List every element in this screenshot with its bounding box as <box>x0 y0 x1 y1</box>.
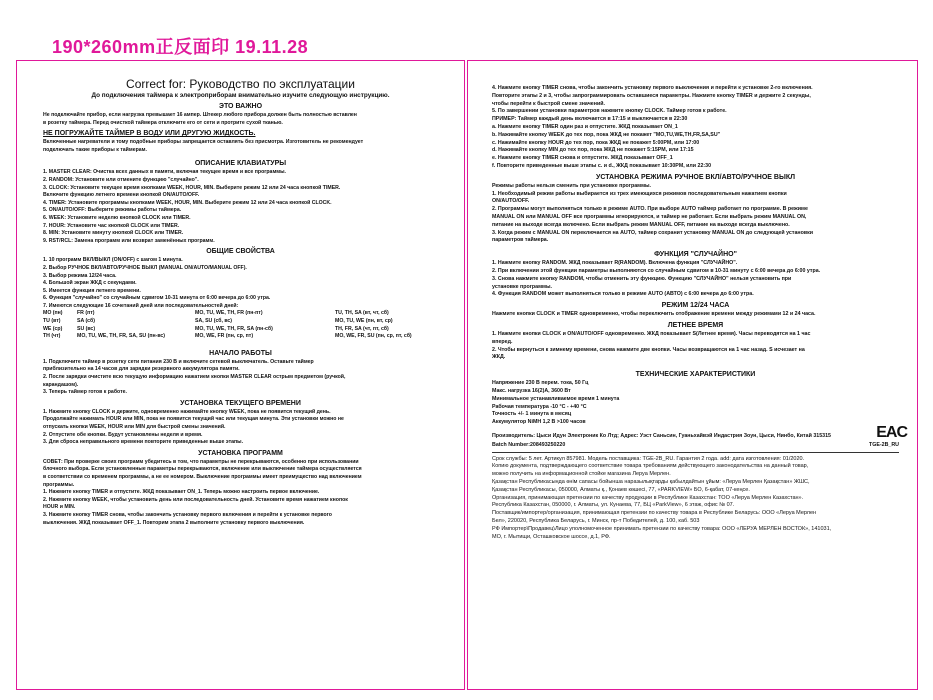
reg-line: Қазақстан Республикасы, 050000, Алматы қ., Қонаев көшесі, 77, «PARKVIEW» БО, 6-қабат, 07-кеңсе. <box>492 486 750 493</box>
list-item: питание на выходе всегда включено. Если выбрать режим MANUAL OFF, питание на выходе всегда выключено. <box>492 221 790 228</box>
left-page <box>16 60 465 690</box>
list-item: 3. Для сброса неправильного времени повторите приведенные выше этапы. <box>43 439 244 446</box>
start-list <box>43 359 438 397</box>
list-item: Включите функцию летнего времени кнопкой ON/AUTO/OFF. <box>43 192 200 199</box>
list-item: 5. Имеется функция летнего времени. <box>43 287 141 294</box>
spec-item: Точность +/- 1 минута в месяц <box>492 411 572 418</box>
list-item: 2. Выбор РУЧНОЕ ВКЛ/АВТО/РУЧНОЕ ВЫКЛ (MANUAL ON/AUTO/MANUAL OFF). <box>43 264 247 271</box>
list-item: HOUR и MIN. <box>43 504 76 511</box>
reg-line: можно получить на информационной стойке магазина Леруа Мерлен. <box>492 471 671 478</box>
reg-line: МО, г. Мытищи, Осташковское шоссе, д.1, РФ. <box>492 533 611 540</box>
day-cell: TH, FR, SA (чт, пт, сб) <box>335 325 389 332</box>
list-item: установке программы. <box>492 283 552 290</box>
mode-text: Нажмите кнопки CLOCK и TIMER одновременно, чтобы переключить отображение времени между режимами 12 и 24 часа. <box>492 311 816 318</box>
days-table <box>43 310 438 340</box>
reg-line: Копию документа, подтверждающего соответствие товара требованиям действующего законодательства на данный товар, <box>492 463 809 470</box>
manual-mode-list <box>492 183 899 245</box>
list-item: блочного выбора. Если установленные параметры перекрываются, включение или выключение таймера осуществляется <box>43 466 362 473</box>
spec-item: Рабочая температура -10 °C - +40 °C <box>492 403 587 410</box>
list-item: 3. Теперь таймер готов к работе. <box>43 389 127 396</box>
mode-heading: РЕЖИМ 12/24 ЧАСА <box>661 302 730 310</box>
day-cell: SU (вс) <box>77 325 96 332</box>
list-item: 6. Функция "случайно" со случайным сдвигом 10-31 минута от 6:00 вечера до 6:00 утра. <box>43 295 271 302</box>
list-item: Продолжайте нажимать HOUR или MIN, пока не появится текущий час или текущая минута. Эти установки можно не <box>43 416 344 423</box>
spec-list <box>492 380 899 427</box>
list-item: 1. Необходимый режим работы выбирается из трех имеющихся режимов последовательным нажатием кнопки <box>492 190 787 197</box>
list-item: 8. MIN: Установите минуту кнопкой CLOCK или TIMER. <box>43 230 184 237</box>
list-item: 1. Нажмите кнопку TIMER и отпустите. ЖКД показывает ON_1. Теперь можно настроить первое включение. <box>43 489 320 496</box>
list-item: 4. Нажмите кнопку TIMER снова, чтобы закончить установку первого выключения и перейти к установке 2-го включения. <box>492 85 813 91</box>
important-line: Не подключайте прибор, если нагрузка превышает 16 ампер. Штекер любого прибора должен быть полностью вставлен <box>43 112 357 118</box>
day-cell: SA (сб) <box>77 318 95 325</box>
list-item: 9. RST/RCL: Замена программ или возврат заменённых программ. <box>43 237 215 244</box>
list-item: d. Нажимайте кнопку MIN до тех пор, пока ЖКД не покажет 5:15PM, или 17:15 <box>492 147 694 154</box>
list-item: 1. Подключите таймер в розетку сети питания 230 В и включите сетевой выключатель. Оставьте таймер <box>43 358 314 365</box>
list-item: 2. Чтобы вернуться к зимнему времени, снова нажмите две кнопки. Часы возвращаются на 1 час назад. S исчезает на <box>492 346 805 353</box>
list-item: 7. Имеются следующие 16 сочетаний дней или последовательностей дней: <box>43 302 239 309</box>
keys-list <box>43 169 438 245</box>
list-item: ПРИМЕР: Таймер каждый день включается в 17:15 и выключается в 22:30 <box>492 116 688 123</box>
list-item: 1. MASTER CLEAR: Очистка всех данных в памяти, включая текущее время и все программы. <box>43 169 286 176</box>
list-item: 3. Снова нажмите кнопку RANDOM, чтобы отменить эту функцию. Функцию "СЛУЧАЙНО" нельзя установить при <box>492 275 792 282</box>
important-heading: ЭТО ВАЖНО <box>218 103 263 110</box>
list-item: 5. По завершении установки параметров нажмите кнопку CLOCK. Таймер готов к работе. <box>492 108 727 115</box>
day-cell: МО (пн) <box>43 310 63 317</box>
summer-list <box>492 331 899 362</box>
keys-heading: ОПИСАНИЕ КЛАВИАТУРЫ <box>194 160 287 168</box>
important-line: в розетку таймера. Перед очисткой таймера отключите его от сети и протрите сухой тканью. <box>43 119 283 126</box>
list-item: программы. <box>43 481 75 488</box>
list-item: e. Нажмите кнопку TIMER снова и отпустите. ЖКД показывает OFF_1 <box>492 155 673 162</box>
spec-item: Аккумулятор NiMH 1,2 В >100 часов <box>492 419 586 426</box>
start-heading: НАЧАЛО РАБОТЫ <box>209 349 272 357</box>
prog-heading: УСТАНОВКА ПРОГРАММ <box>198 449 283 457</box>
model-number: TGE-2B_RU <box>868 441 899 448</box>
day-cell: MO, TU, WE, TH, FR, SA (пн-сб) <box>195 325 273 332</box>
prog-list <box>43 459 438 527</box>
list-item: ON/AUTO/OFF. <box>492 198 530 205</box>
day-cell: MO, TU, WE (пн, вт, ср) <box>335 318 393 325</box>
list-item: СОВЕТ: При проверке своих программ убедитесь в том, что параметры не перекрываются, особенно при использовании <box>43 458 359 465</box>
divider <box>492 452 899 453</box>
list-item: 1. Нажмите кнопку CLOCK и держите, одновременно нажимайте кнопку WEEK, пока не появится текущий день. <box>43 408 331 415</box>
warning-line: Включенные нагреватели и тому подобные приборы запрещается оставлять без присмотра. Изготовитель не рекомендует <box>43 139 364 146</box>
list-item: 4. TIMER: Установите программы кнопками WEEK, HOUR, MIN. Выберите режим 12 или 24 часа кнопкой CLOCK. <box>43 199 332 206</box>
list-item: 2. После зарядки очистите всю текущую информацию нажатием кнопки MASTER CLEAR острым предметом (ручкой, <box>43 374 346 381</box>
manual-subtitle: До подключения таймера к электроприборам внимательно изучите следующую инструкцию. <box>91 92 390 99</box>
list-item: в соответствии со временем программы, а не ее номером. Выключение программы имеет преимущество над включением <box>43 473 362 480</box>
list-item: 1. Нажмите кнопки CLOCK и ON/AUTO/OFF одновременно. ЖКД показывает S(Летнее время). Часы переводятся на 1 час <box>492 330 811 337</box>
list-item: c. Нажимайте кнопку HOUR до тех пор, пока ЖКД не покажет 5:00PM, или 17:00 <box>492 139 700 146</box>
reg-line: Қазақстан Республикасында өнім сапасы бойынша наразылықтарды қабылдайтын ұйым: «Леруа Мерлен Қазақстан» ЖШС, <box>492 479 810 486</box>
props-heading: ОБЩИЕ СВОЙСТВА <box>206 248 275 256</box>
reg-line: Бел», 220020, Республика Беларусь, г. Минск, пр-т Победителей, д. 100, каб. 503 <box>492 518 700 525</box>
list-item: ЖКД. <box>492 354 506 361</box>
water-warning: НЕ ПОГРУЖАЙТЕ ТАЙМЕР В ВОДУ ИЛИ ДРУГУЮ ЖИДКОСТЬ. <box>43 130 256 138</box>
list-item: 3. Выбор режима 12/24 часа. <box>43 272 117 279</box>
props-list <box>43 257 438 310</box>
day-cell: MO, TU, WE, TH, FR (пн-пт) <box>195 310 263 317</box>
day-cell: TH (чт) <box>43 333 61 340</box>
list-item: параметров таймера. <box>492 237 549 244</box>
warning-line: подключать такие приборы к таймерам. <box>43 146 147 153</box>
list-item: 3. Нажмите кнопку TIMER снова, чтобы закончить установку первого включения и перейти к установке первого <box>43 511 332 518</box>
day-cell: MO, WE, FR (пн, ср, пт) <box>195 333 254 340</box>
day-cell: WE (ср) <box>43 325 63 332</box>
list-item: карандашом). <box>43 381 79 388</box>
list-item: 4. Большой экран ЖКД с секундами. <box>43 280 137 287</box>
list-item: 1. 10 программ ВКЛ/ВЫКЛ (ON/OFF) с шагом 1 минута. <box>43 257 183 264</box>
random-list <box>492 260 899 299</box>
list-item: отпускать кнопки WEEK, HOUR или MIN для быстрой смены значений. <box>43 424 226 430</box>
day-cell: FR (пт) <box>77 310 95 317</box>
day-cell: TU (вт) <box>43 318 61 325</box>
reg-line: Республика Казахстан, 050000, г. Алматы, ул. Кунаева, 77, БЦ «ParkView», 6 этаж, офис № 07. <box>492 502 735 509</box>
prog-continued-list <box>492 85 899 171</box>
eac-mark: EAC <box>876 424 907 441</box>
spec-heading: ТЕХНИЧЕСКИЕ ХАРАКТЕРИСТИКИ <box>635 371 756 379</box>
spec-item: Макс. нагрузка 16(2)А, 3600 Вт <box>492 387 571 394</box>
list-item: 7. HOUR: Установите час кнопкой CLOCK или TIMER. <box>43 222 180 229</box>
day-cell: TU, TH, SA (вт, чт, сб) <box>335 310 389 317</box>
batch-row <box>492 441 899 449</box>
list-item: b. Нажимайте кнопку WEEK до тех пор, пока ЖКД не покажет "MO,TU,WE,TH,FR,SA,SU" <box>492 131 721 138</box>
list-item: 3. Когда режим с MANUAL ON переключается на AUTO, таймер сохранит установку MANUAL ON до следующей установки <box>492 229 814 236</box>
list-item: приблизительно на 14 часов для зарядки резервного аккумулятора памяти. <box>43 366 240 373</box>
list-item: Повторите этапы 2 и 3, чтобы запрограммировать оставшиеся параметры. Нажмите кнопку TIMER и держите 2 секунды, <box>492 92 811 99</box>
time-list <box>43 409 438 447</box>
regulatory-block <box>492 456 899 542</box>
list-item: 5. ON/AUTO/OFF: Выберите режимы работы таймера. <box>43 207 182 214</box>
list-item: MANUAL ON или MANUAL OFF все программы игнорируются, и таймер не работает. Если выбрать режим MANUAL ON, <box>492 213 807 220</box>
list-item: 3. CLOCK: Установите текущее время кнопками WEEK, HOUR, MIN. Выберите режим 12 или 24 часа кнопкой TIMER. <box>43 184 341 191</box>
list-item: 2. Отпустите обе кнопки. Будут установлены неделя и время. <box>43 431 203 438</box>
list-item: чтобы перейти к быстрой смене значений. <box>492 100 605 107</box>
list-item: выключения. ЖКД показывает OFF_1. Повторим этапа 2 выполните установку первого выключения. <box>43 519 305 526</box>
time-heading: УСТАНОВКА ТЕКУЩЕГО ВРЕМЕНИ <box>180 399 301 407</box>
day-cell: SA, SU (сб, вс) <box>195 318 233 325</box>
list-item: 4. Функция RANDOM может выполняться только в режиме AUTO (АВТО) с 6:00 вечера до 6:00 утра. <box>492 291 754 298</box>
batch-number: Batch Number:208493250220 <box>492 441 566 448</box>
day-cell: MO, TU, WE, TH, FR, SA, SU (пн-вс) <box>77 333 165 340</box>
print-spec-header: 190*260mm正反面印 19.11.28 <box>52 37 309 57</box>
list-item: 6. WEEK: Установите неделю кнопкой CLOCK или TIMER. <box>43 214 191 221</box>
list-item: 1. Нажмите кнопку RANDOM. ЖКД показывает R(RANDOM). Включена функция "СЛУЧАЙНО". <box>492 260 738 267</box>
right-page <box>467 60 918 690</box>
reg-line: Организация, принимающая претензии по качеству продукции в Республике Казахстан: ТОО «Леруа Мерлен Казахстан». <box>492 494 804 501</box>
list-item: 2. Программы могут выполняться только в режиме AUTO. При выборе AUTO таймер работает по программе. В режиме <box>492 206 808 213</box>
reg-line: Срок службы: 5 лет. Артикул 857981. Модель поставщика: TGE-2B_RU. Гарантия 2 года. add: дата изготовления: 01/2020. <box>492 455 805 462</box>
list-item: 2. RANDOM: Установите или отмените функцию "случайно". <box>43 176 199 183</box>
manual-mode-heading: УСТАНОВКА РЕЖИМА РУЧНОЕ ВКЛ/АВТО/РУЧНОЕ ВЫКЛ <box>595 173 796 181</box>
reg-line: Поставщик/импортер/организация, принимающая претензии по качеству товара в Республике Беларусь: ООО «Леруа Мерлен <box>492 510 817 517</box>
list-item: a. Нажмите кнопку TIMER один раз и отпустите. ЖКД показывает ON_1 <box>492 123 678 130</box>
spec-item: Напряжение 230 В перем. тока, 50 Гц <box>492 380 589 387</box>
list-item: Режимы работы нельзя сменить при установке программы. <box>492 182 652 189</box>
manual-title: Correct for: Руководство по эксплуатации <box>126 77 355 91</box>
list-item: 2. При включении этой функции параметры выполняются со случайным сдвигом в 10-31 минуту с 6:00 вечера до 6:00 утра. <box>492 267 821 274</box>
spec-item: Минимальное устанавливаемое время 1 минута <box>492 395 620 402</box>
day-cell: MO, WE, FR, SU (пн, ср, пт, сб) <box>335 333 412 340</box>
list-item: f. Повторите приведенные выше этапы c. и d., ЖКД показывает 10:30PM, или 22:30 <box>492 162 712 169</box>
random-heading: ФУНКЦИЯ "СЛУЧАЙНО" <box>654 251 737 259</box>
reg-line: РФ Импортер\Продавец\Лицо уполномоченное принимать претензии по качеству товара: ООО «ЛЕРУА МЕРЛЕН ВОСТОК», 141031, <box>492 525 832 532</box>
manufacturer-line: Производитель: Цыси Идун Электроник Ко Лтд; Адрес: Уэст Саньсин, Гуаньхайвэй Индастрия Зоун, Цыси, Нинбо, Китай 315315 <box>492 432 832 439</box>
summer-heading: ЛЕТНЕЕ ВРЕМЯ <box>667 321 724 329</box>
list-item: вперед. <box>492 338 513 345</box>
list-item: 2. Нажмите кнопку WEEK, чтобы установить день или последовательность дней. Установите время нажатием кнопок <box>43 496 348 503</box>
